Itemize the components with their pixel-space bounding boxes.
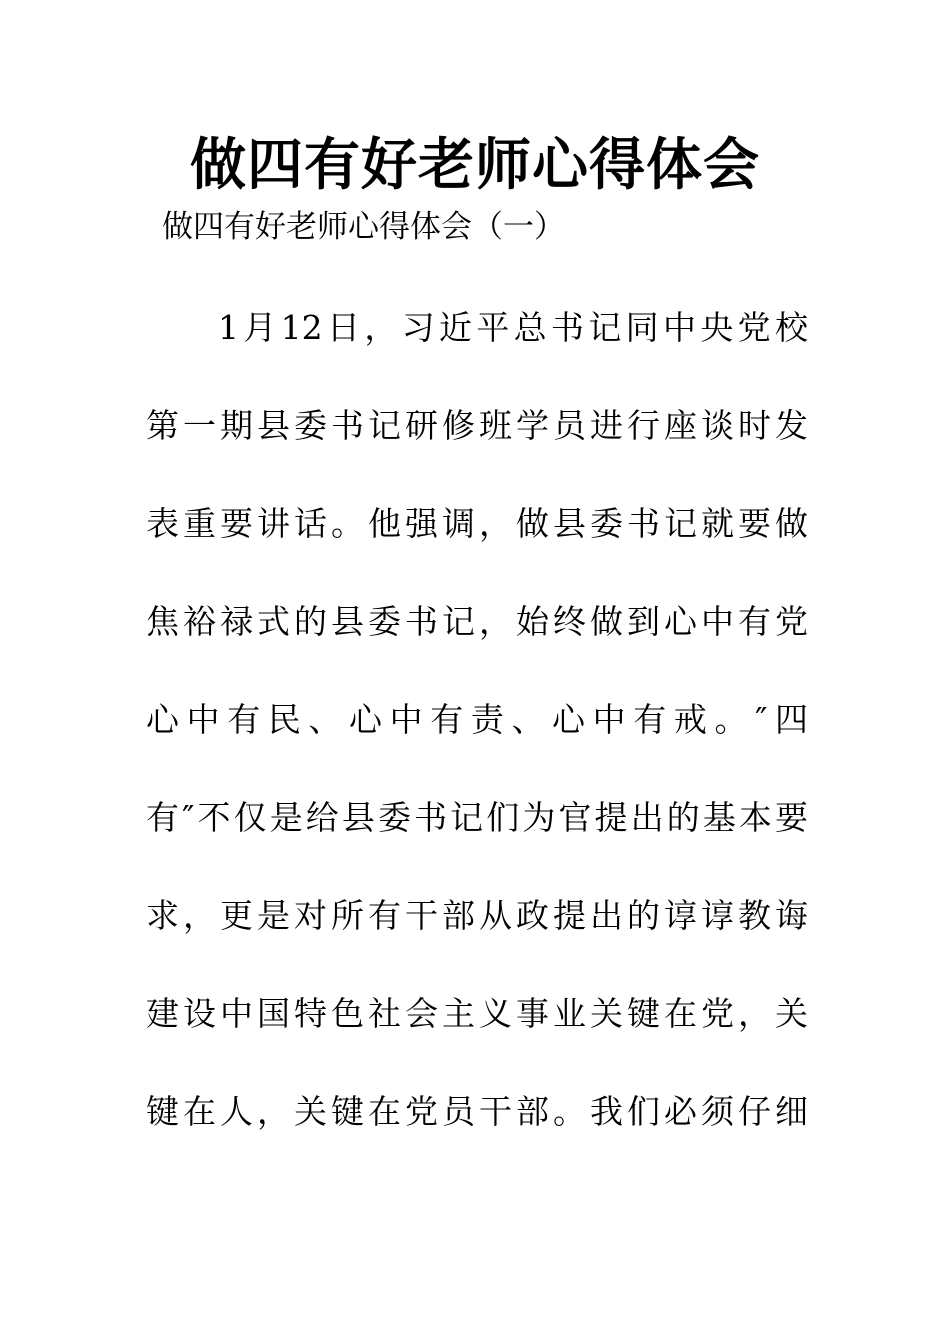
body-line: 心中有民、心中有责、心中有戒。″四 <box>146 700 808 739</box>
body-line: 表重要讲话。他强调，做县委书记就要做 <box>146 504 808 543</box>
body-line: 求，更是对所有干部从政提出的谆谆教诲 <box>146 896 808 935</box>
document-subtitle: 做四有好老师心得体会（一） <box>162 209 565 245</box>
document-title: 做四有好老师心得体会 <box>190 133 760 198</box>
body-text <box>146 302 808 1184</box>
body-line: 1月12日，习近平总书记同中央党校 <box>218 308 808 347</box>
body-line: 焦裕禄式的县委书记，始终做到心中有党 <box>146 602 808 641</box>
body-line: 有″不仅是给县委书记们为官提出的基本要 <box>146 798 808 837</box>
body-line: 键在人，关键在党员干部。我们必须仔细 <box>146 1092 808 1131</box>
body-line: 建设中国特色社会主义事业关键在党，关 <box>146 994 808 1033</box>
body-line: 第一期县委书记研修班学员进行座谈时发 <box>146 406 808 445</box>
